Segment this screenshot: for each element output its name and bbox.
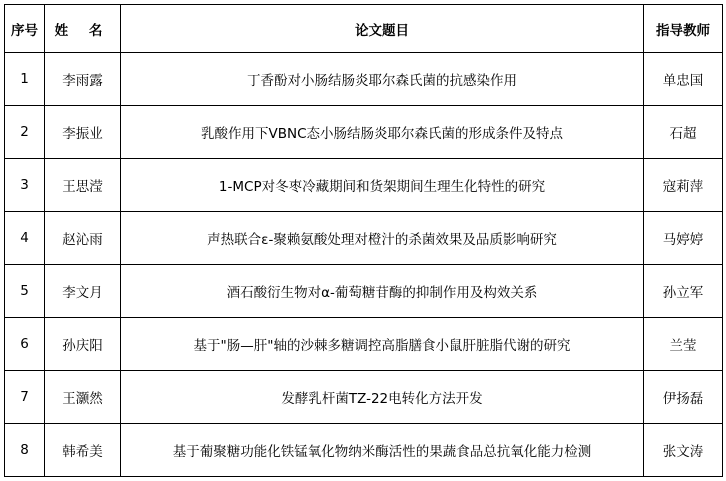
cell-teacher: 石超 [644, 106, 723, 159]
cell-teacher: 兰莹 [644, 318, 723, 371]
cell-title: 声热联合ε-聚赖氨酸处理对橙汁的杀菌效果及品质影响研究 [121, 212, 644, 265]
cell-teacher: 马婷婷 [644, 212, 723, 265]
table-row [5, 318, 723, 371]
cell-name: 李文月 [45, 265, 121, 318]
cell-name: 韩希美 [45, 424, 121, 477]
cell-no: 3 [5, 159, 45, 212]
cell-title: 酒石酸衍生物对α-葡萄糖苷酶的抑制作用及构效关系 [121, 265, 644, 318]
cell-no: 8 [5, 424, 45, 477]
table-row [5, 159, 723, 212]
cell-name: 王灏然 [45, 371, 121, 424]
header-title: 论文题目 [121, 5, 644, 53]
cell-title: 发酵乳杆菌TZ-22电转化方法开发 [121, 371, 644, 424]
cell-no: 2 [5, 106, 45, 159]
cell-name: 赵沁雨 [45, 212, 121, 265]
cell-name: 李雨露 [45, 53, 121, 106]
cell-no: 7 [5, 371, 45, 424]
cell-no: 5 [5, 265, 45, 318]
table-row [5, 212, 723, 265]
cell-no: 6 [5, 318, 45, 371]
table-row [5, 106, 723, 159]
cell-teacher: 孙立军 [644, 265, 723, 318]
cell-name: 李振业 [45, 106, 121, 159]
cell-name: 孙庆阳 [45, 318, 121, 371]
table-row [5, 265, 723, 318]
table-row [5, 53, 723, 106]
thesis-table [4, 4, 723, 477]
cell-no: 4 [5, 212, 45, 265]
cell-teacher: 伊扬磊 [644, 371, 723, 424]
cell-title: 丁香酚对小肠结肠炎耶尔森氏菌的抗感染作用 [121, 53, 644, 106]
table-row [5, 424, 723, 477]
cell-no: 1 [5, 53, 45, 106]
table-row [5, 371, 723, 424]
cell-teacher: 张文涛 [644, 424, 723, 477]
cell-teacher: 寇莉萍 [644, 159, 723, 212]
cell-title: 基于葡聚糖功能化铁锰氧化物纳米酶活性的果蔬食品总抗氧化能力检测 [121, 424, 644, 477]
cell-title: 1-MCP对冬枣冷藏期间和货架期间生理生化特性的研究 [121, 159, 644, 212]
cell-title: 基于"肠—肝"轴的沙棘多糖调控高脂膳食小鼠肝脏脂代谢的研究 [121, 318, 644, 371]
header-no: 序号 [5, 5, 45, 53]
header-row [5, 5, 723, 53]
table-body [5, 53, 723, 477]
header-teacher: 指导教师 [644, 5, 723, 53]
cell-title: 乳酸作用下VBNC态小肠结肠炎耶尔森氏菌的形成条件及特点 [121, 106, 644, 159]
header-name: 姓 名 [45, 5, 121, 53]
cell-teacher: 单忠国 [644, 53, 723, 106]
table-header [5, 5, 723, 53]
cell-name: 王思滢 [45, 159, 121, 212]
